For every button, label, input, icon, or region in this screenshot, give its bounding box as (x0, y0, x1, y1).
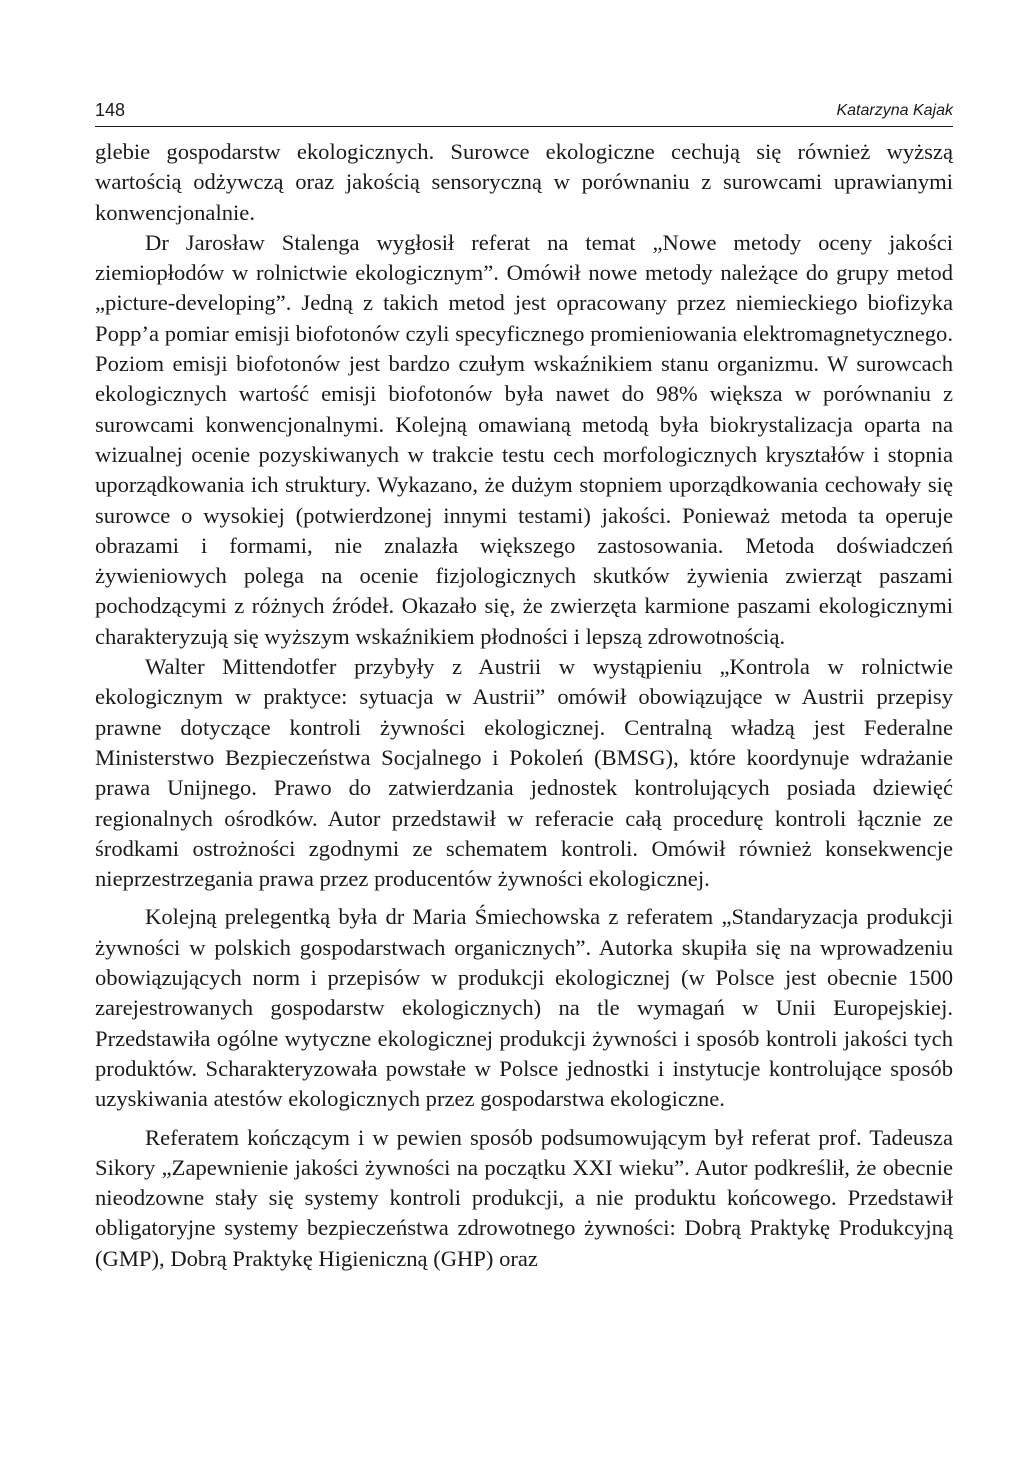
paragraph-stalenga: Dr Jarosław Stalenga wygłosił referat na temat „Nowe metody oceny jakości ziemiopłodów w rolnictwie ekologicznym”. Omówił nowe metody należące do grupy metod „picture-developing”. Jedną z takich metod jest opracowany przez niemieckiego biofizyka Popp’a pomiar emisji biofotonów czyli specyficznego promieniowania elektromagnetycznego. Poziom emisji biofotonów jest bardzo czułym wskaźnikiem stanu organizmu. W surowcach ekologicznych wartość emisji biofotonów była nawet do 98% większa w porównaniu z surowcami konwencjonalnymi. Kolejną omawianą metodą była biokrystalizacja oparta na wizualnej ocenie pozyskiwanych w trakcie testu cech morfologicznych kryształów i stopnia uporządkowania ich struktury. Wykazano, że dużym stopniem uporządkowania cechowały się surowce o wysokiej (potwierdzonej innymi testami) jakości. Ponieważ metoda ta operuje obrazami i formami, nie znalazła większego zastosowania. Metoda doświadczeń żywieniowych polega na ocenie fizjologicznych skutków żywienia zwierząt paszami pochodzącymi z różnych źródeł. Okazało się, że zwierzęta karmione paszami ekologicznymi charakteryzują się wyższym wskaźnikiem płodności i lepszą zdrowotnością. (95, 229, 953, 649)
page-number: 148 (95, 100, 126, 120)
body-text (95, 137, 953, 1274)
paragraph-continuation: glebie gospodarstw ekologicznych. Surowce ekologiczne cechują się również wyższą wartością odżywczą oraz jakością sensoryczną w porównaniu z surowcami uprawianymi konwencjonalnie. (95, 139, 953, 225)
paragraph-sikora: Referatem kończącym i w pewien sposób podsumowującym był referat prof. Tadeusza Sikory „Zapewnienie jakości żywności na początku XXI wieku”. Autor podkreślił, że obecnie nieodzowne stały się systemy kontroli produkcji, a nie produktu końcowego. Przedstawił obligatoryjne systemy bezpieczeństwa zdrowotnego żywności: Dobrą Praktykę Produkcyjną (GMP), Dobrą Praktykę Higieniczną (GHP) oraz (95, 1124, 953, 1271)
document-page (95, 96, 953, 1274)
page-header (95, 96, 953, 127)
running-head-author: Katarzyna Kajak (836, 102, 953, 119)
paragraph-smiechowska: Kolejną prelegentką była dr Maria Śmiechowska z referatem „Standaryzacja produkcji żywności w polskich gospodarstwach organicznych”. Autorka skupiła się na wprowadzeniu obowiązujących norm i przepisów w produkcji ekologicznej (w Polsce jest obecnie 1500 zarejestrowanych gospodarstw ekologicznych) na tle wymagań w Unii Europejskiej. Przedstawiła ogólne wytyczne ekologicznej produkcji żywności i sposób kontroli jakości tych produktów. Scharakteryzowała powstałe w Polsce jednostki i instytucje kontrolujące sposób uzyskiwania atestów ekologicznych przez gospodarstwa ekologiczne. (95, 904, 953, 1112)
paragraph-mittendotfer: Walter Mittendotfer przybyły z Austrii w wystąpieniu „Kontrola w rolnictwie ekologicznym w praktyce: sytuacja w Austrii” omówił obowiązujące w Austrii przepisy prawne dotyczące kontroli żywności ekologicznej. Centralną władzą jest Federalne Ministerstwo Bezpieczeństwa Socjalnego i Pokoleń (BMSG), które koordynuje wdrażanie prawa Unijnego. Prawo do zatwierdzania jednostek kontrolujących posiada dziewięć regionalnych ośrodków. Autor przedstawił w referacie całą procedurę kontroli łącznie ze środkami ostrożności zgodnymi ze schematem kontroli. Omówił również konsekwencje nieprzestrzegania prawa przez producentów żywności ekologicznej. (95, 654, 953, 892)
